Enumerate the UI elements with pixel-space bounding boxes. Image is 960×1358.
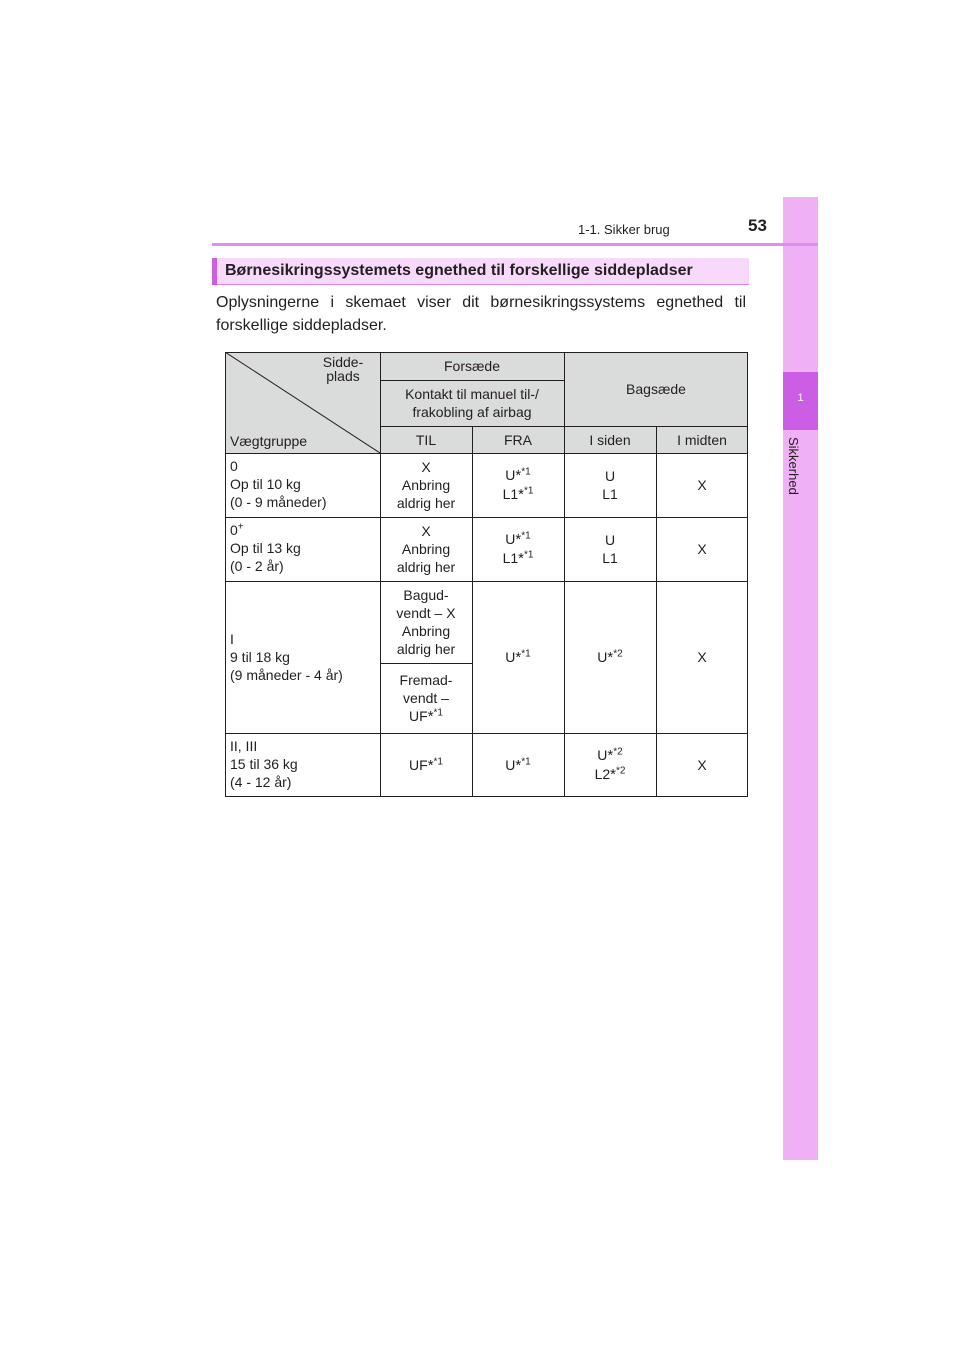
row-0-fra: U*$^{*1}$ L1*$^{*1}$ bbox=[502, 466, 534, 503]
row-3-side: U*$^{*2}$ L2*$^{*2}$ bbox=[594, 746, 626, 783]
section-title: 1-1. Sikker brug bbox=[578, 222, 670, 237]
front-seat-header: Forsæde bbox=[380, 352, 564, 380]
row-group-2: I 9 til 18 kg (9 måneder - 4 år) bbox=[230, 631, 343, 683]
grid-line bbox=[380, 663, 472, 664]
row-3-fra: U*$^{*1}$ bbox=[505, 755, 531, 774]
grid-line bbox=[225, 352, 748, 353]
chapter-number: 1 bbox=[797, 392, 804, 404]
grid-line bbox=[225, 581, 748, 582]
row-1-til: X Anbring aldrig her bbox=[396, 523, 456, 575]
grid-line bbox=[472, 426, 473, 797]
row-1-middle: X bbox=[697, 541, 707, 557]
airbag-switch-header: Kontakt til manuel til-/ frakobling af airbag bbox=[380, 380, 564, 426]
grid-line bbox=[747, 352, 748, 797]
page-number: 53 bbox=[748, 216, 767, 235]
row-2-til-forward-facing: Fremad- vendt – UF*$^{*1}$ bbox=[399, 671, 453, 725]
row-2-side: U*$^{*2}$ bbox=[597, 647, 623, 666]
row-group-0: 0 Op til 10 kg (0 - 9 måneder) bbox=[230, 458, 327, 510]
grid-line bbox=[380, 352, 381, 797]
col-til: TIL bbox=[380, 426, 472, 453]
row-2-til-rear-facing: Bagud- vendt – X Anbring aldrig her bbox=[396, 587, 456, 657]
row-1-fra: U*$^{*1}$ L1*$^{*1}$ bbox=[502, 530, 534, 567]
grid-line bbox=[564, 352, 565, 797]
row-0-side: U L1 bbox=[602, 468, 618, 502]
grid-line bbox=[656, 426, 657, 797]
col-side: I siden bbox=[564, 426, 656, 453]
grid-line bbox=[225, 733, 748, 734]
header-rule bbox=[212, 243, 818, 246]
row-group-1: 0+ Op til 13 kg (0 - 2 år) bbox=[230, 521, 301, 574]
row-2-fra: U*$^{*1}$ bbox=[505, 647, 531, 666]
row-2-middle: X bbox=[697, 649, 707, 665]
row-0-middle: X bbox=[697, 477, 707, 493]
corner-weight-label: Vægtgruppe bbox=[230, 433, 308, 449]
col-fra: FRA bbox=[472, 426, 564, 453]
rear-seat-header: Bagsæde bbox=[564, 352, 748, 426]
grid-line bbox=[225, 796, 748, 797]
grid-line bbox=[225, 517, 748, 518]
row-3-middle: X bbox=[697, 757, 707, 773]
heading-accent bbox=[212, 258, 217, 285]
row-3-til: UF*$^{*1}$ bbox=[409, 755, 443, 774]
side-tab bbox=[783, 197, 818, 1160]
seat-suitability-table bbox=[225, 352, 748, 797]
corner-seat-label: Sidde- plads bbox=[322, 354, 364, 384]
col-middle: I midten bbox=[656, 426, 748, 453]
page-heading: Børnesikringssystemets egnethed til forskellige siddepladser bbox=[225, 262, 693, 279]
grid-line bbox=[225, 453, 748, 454]
row-0-til: X Anbring aldrig her bbox=[396, 459, 456, 511]
grid-line bbox=[225, 352, 226, 797]
grid-line bbox=[380, 380, 564, 381]
intro-paragraph: Oplysningerne i skemaet viser dit børnesikringssystems egnethed til forskellige siddepladser. bbox=[216, 294, 746, 334]
chapter-label: Sikkerhed bbox=[786, 437, 801, 495]
row-group-3: II, III 15 til 36 kg (4 - 12 år) bbox=[230, 738, 298, 790]
row-1-side: U L1 bbox=[602, 532, 618, 566]
